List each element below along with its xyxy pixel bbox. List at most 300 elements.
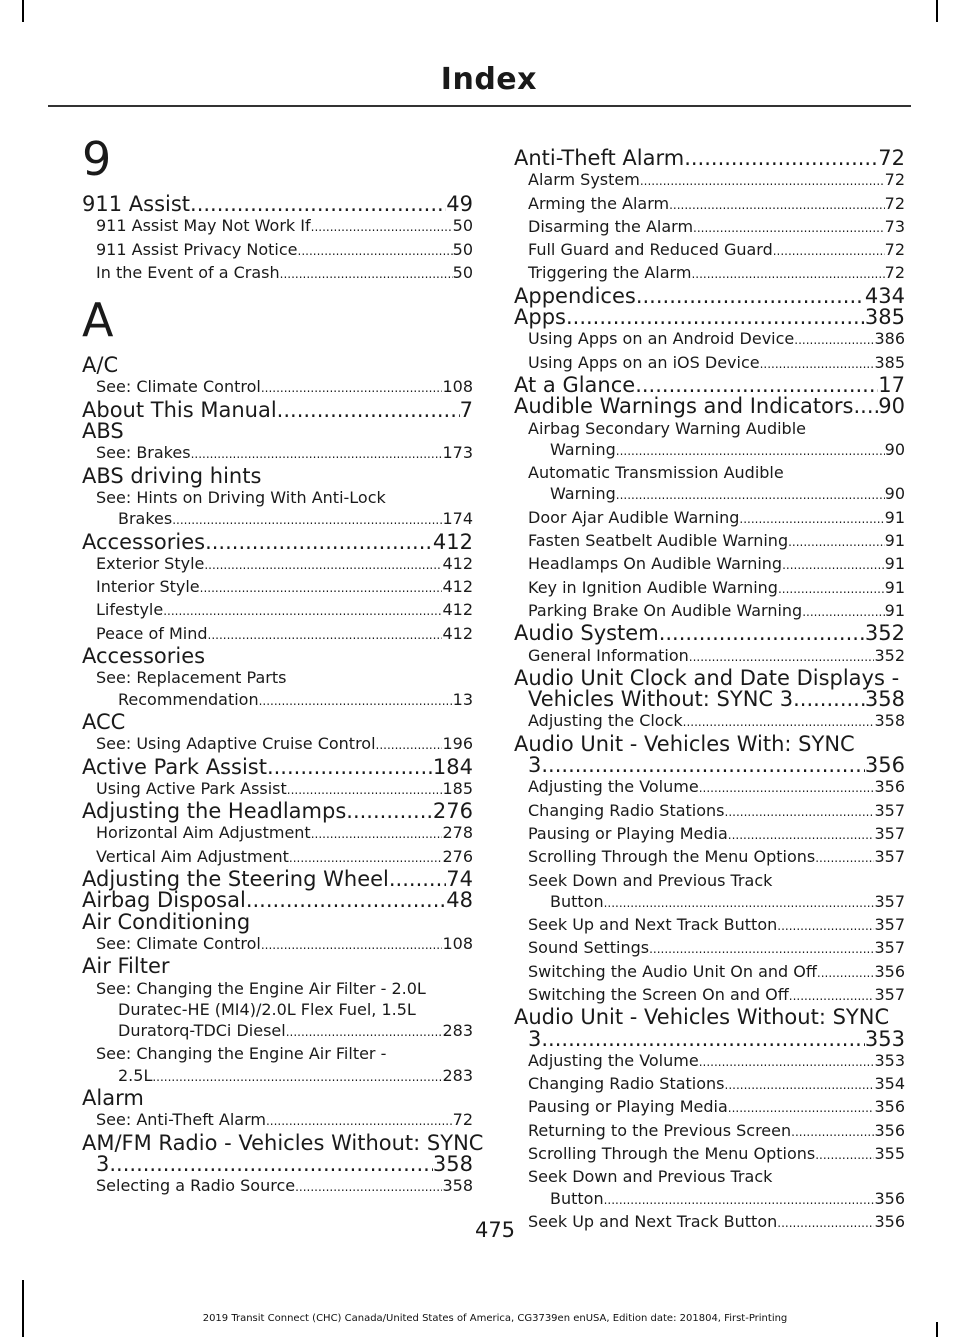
entry-page: 72 bbox=[884, 170, 905, 190]
leader-dots bbox=[190, 194, 446, 215]
entry-term: Seek Up and Next Track Button bbox=[528, 915, 778, 935]
leader-dots bbox=[725, 802, 875, 823]
entry-page: 278 bbox=[442, 823, 473, 843]
entry-term: Adjusting the Clock bbox=[528, 711, 683, 731]
entry-page: 108 bbox=[442, 377, 473, 397]
entry-term: Duratorq-TDCi Diesel bbox=[118, 1021, 286, 1041]
entry-page: 412 bbox=[442, 553, 473, 573]
entry-term: Vertical Aim Adjustment bbox=[96, 846, 289, 866]
entry-page: 283 bbox=[442, 1065, 473, 1085]
entry-term: Key in Ignition Audible Warning bbox=[528, 577, 778, 597]
index-entry: Accessories bbox=[82, 644, 206, 669]
index-subentry[interactable] bbox=[82, 733, 473, 756]
index-entry[interactable] bbox=[514, 148, 905, 169]
index-subentry[interactable] bbox=[514, 262, 905, 285]
entry-term: Vehicles Without: SYNC 3 bbox=[528, 687, 794, 712]
entry-term: See: Climate Control bbox=[96, 377, 261, 397]
entry-page: 90 bbox=[884, 484, 905, 504]
index-subentry[interactable] bbox=[514, 1050, 905, 1073]
entry-page: 276 bbox=[442, 846, 473, 866]
index-subentry[interactable] bbox=[514, 1073, 905, 1096]
entry-page: 72 bbox=[884, 240, 905, 260]
page-title: Index bbox=[440, 62, 537, 97]
index-subentry[interactable] bbox=[514, 216, 905, 239]
entry-term: Returning to the Previous Screen bbox=[528, 1120, 792, 1140]
index-entry: Air Conditioning bbox=[82, 909, 251, 934]
entry-term: Adjusting the Steering Wheel bbox=[82, 867, 389, 892]
leader-dots bbox=[286, 1022, 443, 1043]
index-subentry: See: Replacement Parts bbox=[96, 668, 287, 688]
entry-term: Full Guard and Reduced Guard bbox=[528, 240, 773, 260]
entry-page: 356 bbox=[874, 1211, 905, 1231]
entry-page: 48 bbox=[446, 888, 473, 913]
index-subentry[interactable] bbox=[514, 776, 905, 799]
leader-dots bbox=[604, 893, 875, 914]
leader-dots bbox=[208, 625, 443, 646]
leader-dots bbox=[773, 241, 885, 262]
entry-term: See: Using Adaptive Cruise Control bbox=[96, 734, 376, 754]
index-column-left bbox=[82, 128, 484, 1198]
leader-dots bbox=[566, 307, 865, 328]
entry-term: Selecting a Radio Source bbox=[96, 1176, 296, 1196]
index-entry: Audio Unit - Vehicles With: SYNC bbox=[514, 731, 855, 756]
index-subentry[interactable] bbox=[514, 1143, 905, 1166]
entry-term: Triggering the Alarm bbox=[528, 263, 692, 283]
index-subentry[interactable] bbox=[514, 328, 905, 351]
index-subentry[interactable] bbox=[514, 710, 905, 733]
entry-term: Pausing or Playing Media bbox=[528, 823, 728, 843]
entry-term: Door Ajar Audible Warning bbox=[528, 507, 740, 527]
entry-page: 173 bbox=[442, 443, 473, 463]
index-entry: A/C bbox=[82, 353, 119, 378]
index-subentry: Seek Down and Previous Track bbox=[528, 870, 773, 890]
entry-term: Changing Radio Stations bbox=[528, 800, 725, 820]
index-subentry[interactable] bbox=[82, 623, 473, 646]
index-subentry: See: Changing the Engine Air Filter - bbox=[96, 1044, 387, 1064]
entry-term: Using Active Park Assist bbox=[96, 778, 287, 798]
entry-page: 357 bbox=[874, 823, 905, 843]
index-subentry[interactable] bbox=[514, 439, 905, 462]
header-divider bbox=[48, 105, 911, 107]
entry-term: Anti-Theft Alarm bbox=[514, 146, 685, 170]
leader-dots bbox=[277, 400, 460, 421]
entry-term: Fasten Seatbelt Audible Warning bbox=[528, 531, 789, 551]
entry-page: 386 bbox=[874, 329, 905, 349]
entry-page: 72 bbox=[884, 263, 905, 283]
index-subentry[interactable] bbox=[82, 846, 473, 869]
entry-term: Using Apps on an Android Device bbox=[528, 329, 795, 349]
entry-page: 356 bbox=[864, 753, 905, 778]
leader-dots bbox=[295, 1177, 442, 1198]
index-entry[interactable] bbox=[514, 372, 905, 397]
index-subentry[interactable] bbox=[514, 530, 905, 553]
entry-page: 17 bbox=[878, 372, 905, 397]
entry-term: About This Manual bbox=[82, 397, 277, 422]
entry-page: 174 bbox=[442, 509, 473, 529]
index-subentry[interactable] bbox=[514, 1096, 905, 1119]
index-entry: ACC bbox=[82, 709, 126, 734]
entry-page: 358 bbox=[432, 1151, 473, 1176]
entry-page: 356 bbox=[874, 777, 905, 797]
index-column-right bbox=[514, 148, 905, 1234]
index-subentry[interactable] bbox=[82, 933, 473, 956]
entry-term: 911 Assist bbox=[82, 192, 191, 216]
entry-term: 911 Assist May Not Work If bbox=[96, 216, 311, 236]
index-subentry[interactable] bbox=[82, 553, 473, 576]
entry-term: Button bbox=[550, 1188, 604, 1208]
entry-term: Lifestyle bbox=[96, 600, 164, 620]
index-entry: ABS driving hints bbox=[82, 463, 262, 488]
entry-page: 74 bbox=[446, 867, 473, 892]
leader-dots bbox=[376, 735, 443, 756]
entry-term: Interior Style bbox=[96, 577, 200, 597]
index-subentry: See: Hints on Driving With Anti-Lock bbox=[96, 487, 386, 507]
entry-term: Headlamps On Audible Warning bbox=[528, 554, 783, 574]
leader-dots bbox=[791, 1122, 874, 1143]
index-entry[interactable] bbox=[82, 397, 473, 422]
leader-dots bbox=[204, 555, 442, 576]
leader-dots bbox=[684, 148, 878, 169]
leader-dots bbox=[200, 578, 443, 599]
index-subentry[interactable] bbox=[514, 846, 905, 869]
entry-page: 90 bbox=[884, 439, 905, 459]
entry-term: Scrolling Through the Menu Options bbox=[528, 1144, 816, 1164]
entry-page: 283 bbox=[442, 1021, 473, 1041]
leader-dots bbox=[788, 532, 885, 553]
entry-page: 358 bbox=[442, 1176, 473, 1196]
entry-term: Appendices bbox=[514, 283, 636, 308]
leader-dots bbox=[261, 378, 443, 399]
index-entry: Air Filter bbox=[82, 954, 170, 979]
index-subentry: Airbag Secondary Warning Audible bbox=[528, 418, 806, 438]
crop-mark bbox=[22, 1280, 24, 1337]
index-subentry[interactable] bbox=[514, 937, 905, 960]
leader-dots bbox=[541, 755, 865, 776]
leader-dots bbox=[649, 939, 874, 960]
index-subentry[interactable] bbox=[514, 961, 905, 984]
entry-term: Changing Radio Stations bbox=[528, 1074, 725, 1094]
entry-page: 354 bbox=[874, 1074, 905, 1094]
entry-term: 2.5L bbox=[118, 1065, 153, 1085]
index-subentry[interactable] bbox=[82, 689, 473, 712]
leader-dots bbox=[794, 330, 874, 351]
leader-dots bbox=[267, 757, 433, 778]
leader-dots bbox=[640, 171, 885, 192]
leader-dots bbox=[691, 264, 884, 285]
entry-term: Audio System bbox=[514, 621, 659, 646]
leader-dots bbox=[259, 691, 453, 712]
index-subentry[interactable] bbox=[82, 239, 473, 262]
leader-dots bbox=[280, 264, 453, 285]
entry-term: Arming the Alarm bbox=[528, 193, 670, 213]
entry-term: Brakes bbox=[118, 509, 173, 529]
leader-dots bbox=[246, 890, 446, 911]
entry-page: 385 bbox=[864, 305, 905, 330]
leader-dots bbox=[782, 555, 885, 576]
entry-page: 352 bbox=[864, 621, 905, 646]
index-entry[interactable] bbox=[514, 307, 905, 328]
entry-page: 356 bbox=[874, 1097, 905, 1117]
leader-dots bbox=[699, 778, 875, 799]
index-subentry: Seek Down and Previous Track bbox=[528, 1167, 773, 1187]
entry-term: At a Glance bbox=[514, 372, 636, 397]
leader-dots bbox=[853, 396, 878, 417]
entry-page: 358 bbox=[874, 711, 905, 731]
leader-dots bbox=[778, 579, 885, 600]
index-subentry[interactable] bbox=[514, 352, 905, 375]
index-entry[interactable] bbox=[82, 529, 473, 554]
leader-dots bbox=[109, 1154, 433, 1175]
index-subentry[interactable] bbox=[514, 483, 905, 506]
leader-dots bbox=[541, 1029, 865, 1050]
entry-term: General Information bbox=[528, 645, 689, 665]
entry-term: Using Apps on an iOS Device bbox=[528, 352, 760, 372]
entry-term: 3 bbox=[528, 753, 542, 778]
entry-page: 355 bbox=[874, 1144, 905, 1164]
index-subentry[interactable] bbox=[514, 914, 905, 937]
entry-page: 108 bbox=[442, 933, 473, 953]
index-subentry: Automatic Transmission Audible bbox=[528, 463, 784, 483]
leader-dots bbox=[616, 441, 885, 462]
leader-dots bbox=[152, 1067, 442, 1088]
entry-page: 73 bbox=[884, 216, 905, 236]
entry-page: 72 bbox=[878, 146, 905, 170]
index-subentry[interactable] bbox=[514, 1188, 905, 1211]
entry-term: Disarming the Alarm bbox=[528, 216, 694, 236]
entry-page: 276 bbox=[432, 799, 473, 824]
index-entry[interactable] bbox=[82, 1151, 473, 1176]
entry-term: Airbag Disposal bbox=[82, 888, 246, 913]
crop-mark bbox=[936, 0, 938, 22]
index-subentry[interactable] bbox=[82, 442, 473, 465]
entry-term: Recommendation bbox=[118, 689, 259, 709]
entry-page: 357 bbox=[874, 847, 905, 867]
index-entry[interactable] bbox=[514, 623, 905, 644]
index-entry[interactable] bbox=[514, 755, 905, 776]
crop-mark bbox=[936, 1322, 938, 1337]
entry-term: Horizontal Aim Adjustment bbox=[96, 823, 311, 843]
entry-term: Audible Warnings and Indicators bbox=[514, 394, 854, 419]
entry-page: 412 bbox=[442, 623, 473, 643]
entry-page: 357 bbox=[874, 915, 905, 935]
entry-page: 434 bbox=[864, 283, 905, 308]
entry-page: 412 bbox=[432, 529, 473, 554]
index-subentry[interactable] bbox=[514, 823, 905, 846]
crop-mark bbox=[22, 0, 24, 22]
entry-page: 185 bbox=[442, 778, 473, 798]
entry-term: 3 bbox=[96, 1151, 110, 1176]
entry-page: 357 bbox=[874, 800, 905, 820]
leader-dots bbox=[725, 1075, 875, 1096]
index-subentry[interactable] bbox=[514, 600, 905, 623]
entry-page: 72 bbox=[884, 193, 905, 213]
entry-page: 90 bbox=[878, 394, 905, 419]
leader-dots bbox=[693, 218, 885, 239]
index-subentry[interactable] bbox=[82, 1020, 473, 1043]
section-letter-a: A bbox=[82, 293, 114, 348]
entry-term: See: Brakes bbox=[96, 443, 191, 463]
index-subentry[interactable] bbox=[514, 553, 905, 576]
index-subentry[interactable] bbox=[82, 508, 473, 531]
index-entry[interactable] bbox=[82, 194, 473, 215]
index-subentry[interactable] bbox=[82, 262, 473, 285]
entry-page: 91 bbox=[884, 600, 905, 620]
index-subentry[interactable] bbox=[82, 599, 473, 622]
leader-dots bbox=[172, 510, 442, 531]
leader-dots bbox=[689, 647, 875, 668]
index-subentry[interactable] bbox=[82, 1065, 473, 1088]
entry-term: Accessories bbox=[82, 529, 206, 554]
index-entry[interactable] bbox=[82, 801, 473, 822]
entry-page: 196 bbox=[442, 734, 473, 754]
entry-term: See: Anti-Theft Alarm bbox=[96, 1110, 266, 1130]
index-entry[interactable] bbox=[82, 754, 473, 779]
leader-dots bbox=[659, 623, 865, 644]
leader-dots bbox=[636, 286, 865, 307]
index-subentry[interactable] bbox=[82, 778, 473, 801]
leader-dots bbox=[815, 848, 874, 869]
leader-dots bbox=[817, 963, 875, 984]
section-letter-9: 9 bbox=[82, 132, 112, 186]
entry-term: Warning bbox=[550, 484, 616, 504]
leader-dots bbox=[616, 485, 885, 506]
entry-term: Scrolling Through the Menu Options bbox=[528, 847, 816, 867]
entry-page: 357 bbox=[874, 938, 905, 958]
page-number: 475 bbox=[474, 1218, 516, 1242]
index-subentry[interactable] bbox=[82, 1175, 473, 1198]
index-subentry[interactable] bbox=[514, 891, 905, 914]
entry-page: 7 bbox=[459, 397, 473, 422]
entry-page: 353 bbox=[864, 1026, 905, 1051]
leader-dots bbox=[728, 1098, 875, 1119]
leader-dots bbox=[163, 601, 442, 622]
index-entry[interactable] bbox=[514, 1026, 905, 1051]
leader-dots bbox=[311, 824, 443, 845]
leader-dots bbox=[389, 869, 446, 890]
entry-page: 184 bbox=[432, 754, 473, 779]
index-subentry[interactable] bbox=[82, 376, 473, 399]
leader-dots bbox=[261, 935, 443, 956]
entry-page: 356 bbox=[874, 1188, 905, 1208]
index-entry[interactable] bbox=[82, 890, 473, 911]
index-subentry[interactable] bbox=[514, 193, 905, 216]
index-subentry[interactable] bbox=[514, 800, 905, 823]
entry-term: Adjusting the Volume bbox=[528, 777, 699, 797]
leader-dots bbox=[793, 689, 865, 710]
index-subentry[interactable] bbox=[82, 576, 473, 599]
leader-dots bbox=[346, 801, 433, 822]
entry-term: Parking Brake On Audible Warning bbox=[528, 600, 803, 620]
leader-dots bbox=[777, 916, 874, 937]
entry-term: Warning bbox=[550, 439, 616, 459]
index-entry: AM/FM Radio - Vehicles Without: SYNC bbox=[82, 1130, 484, 1155]
index-subentry[interactable] bbox=[82, 822, 473, 845]
footer-edition-info: 2019 Transit Connect (CHC) Canada/United States of America, CG3739en enUSA, Edition date: 201804, First-Printing bbox=[202, 1313, 788, 1324]
index-entry[interactable] bbox=[514, 283, 905, 308]
entry-term: Pausing or Playing Media bbox=[528, 1097, 728, 1117]
index-entry[interactable] bbox=[514, 396, 905, 417]
entry-term: 3 bbox=[528, 1026, 542, 1051]
entry-page: 353 bbox=[874, 1050, 905, 1070]
leader-dots bbox=[789, 986, 875, 1007]
index-entry[interactable] bbox=[82, 869, 473, 890]
index-entry: Alarm bbox=[82, 1085, 144, 1110]
entry-page: 385 bbox=[874, 352, 905, 372]
entry-term: Switching the Audio Unit On and Off bbox=[528, 961, 817, 981]
index-entry: Audio Unit Clock and Date Displays - bbox=[514, 665, 900, 690]
entry-term: Seek Up and Next Track Button bbox=[528, 1211, 778, 1231]
leader-dots bbox=[728, 825, 875, 846]
index-entry: Audio Unit - Vehicles Without: SYNC bbox=[514, 1005, 890, 1030]
entry-page: 91 bbox=[884, 507, 905, 527]
index-subentry: See: Changing the Engine Air Filter - 2.0L bbox=[96, 978, 426, 998]
entry-term: Adjusting the Volume bbox=[528, 1050, 699, 1070]
entry-term: Apps bbox=[514, 305, 566, 330]
leader-dots bbox=[683, 712, 875, 733]
entry-page: 358 bbox=[864, 687, 905, 712]
entry-page: 49 bbox=[446, 192, 473, 216]
leader-dots bbox=[205, 532, 433, 553]
entry-term: Switching the Screen On and Off bbox=[528, 984, 789, 1004]
entry-term: Adjusting the Headlamps bbox=[82, 799, 347, 824]
index-subentry[interactable] bbox=[514, 577, 905, 600]
leader-dots bbox=[760, 354, 875, 375]
entry-page: 50 bbox=[452, 216, 473, 236]
index-subentry[interactable] bbox=[514, 169, 905, 192]
entry-page: 72 bbox=[452, 1110, 473, 1130]
entry-page: 357 bbox=[874, 984, 905, 1004]
leader-dots bbox=[699, 1052, 875, 1073]
entry-term: Button bbox=[550, 891, 604, 911]
entry-term: In the Event of a Crash bbox=[96, 262, 280, 282]
entry-page: 357 bbox=[874, 891, 905, 911]
entry-page: 412 bbox=[442, 600, 473, 620]
index-subentry[interactable] bbox=[82, 215, 473, 238]
index-subentry[interactable] bbox=[514, 507, 905, 530]
entry-page: 50 bbox=[452, 262, 473, 282]
entry-term: Exterior Style bbox=[96, 553, 205, 573]
index-subentry[interactable] bbox=[514, 984, 905, 1007]
leader-dots bbox=[287, 780, 443, 801]
index-subentry[interactable] bbox=[514, 239, 905, 262]
entry-page: 356 bbox=[874, 1120, 905, 1140]
leader-dots bbox=[635, 375, 878, 396]
entry-page: 91 bbox=[884, 577, 905, 597]
leader-dots bbox=[191, 444, 443, 465]
entry-term: Peace of Mind bbox=[96, 623, 208, 643]
entry-page: 91 bbox=[884, 554, 905, 574]
entry-page: 50 bbox=[452, 239, 473, 259]
index-entry[interactable] bbox=[514, 689, 905, 710]
index-subentry[interactable] bbox=[82, 1109, 473, 1132]
leader-dots bbox=[739, 509, 884, 530]
entry-page: 352 bbox=[874, 645, 905, 665]
index-entry: ABS bbox=[82, 419, 124, 444]
entry-term: See: Climate Control bbox=[96, 933, 261, 953]
leader-dots bbox=[266, 1111, 453, 1132]
leader-dots bbox=[669, 195, 885, 216]
entry-page: 412 bbox=[442, 577, 473, 597]
entry-term: Alarm System bbox=[528, 170, 640, 190]
leader-dots bbox=[289, 848, 443, 869]
leader-dots bbox=[815, 1145, 874, 1166]
entry-page: 356 bbox=[874, 961, 905, 981]
entry-page: 13 bbox=[452, 689, 473, 709]
entry-term: Sound Settings bbox=[528, 938, 650, 958]
index-subentry[interactable] bbox=[514, 1120, 905, 1143]
index-subentry[interactable] bbox=[514, 645, 905, 668]
index-subentry: Duratec-HE (MI4)/2.0L Flex Fuel, 1.5L bbox=[118, 999, 416, 1019]
